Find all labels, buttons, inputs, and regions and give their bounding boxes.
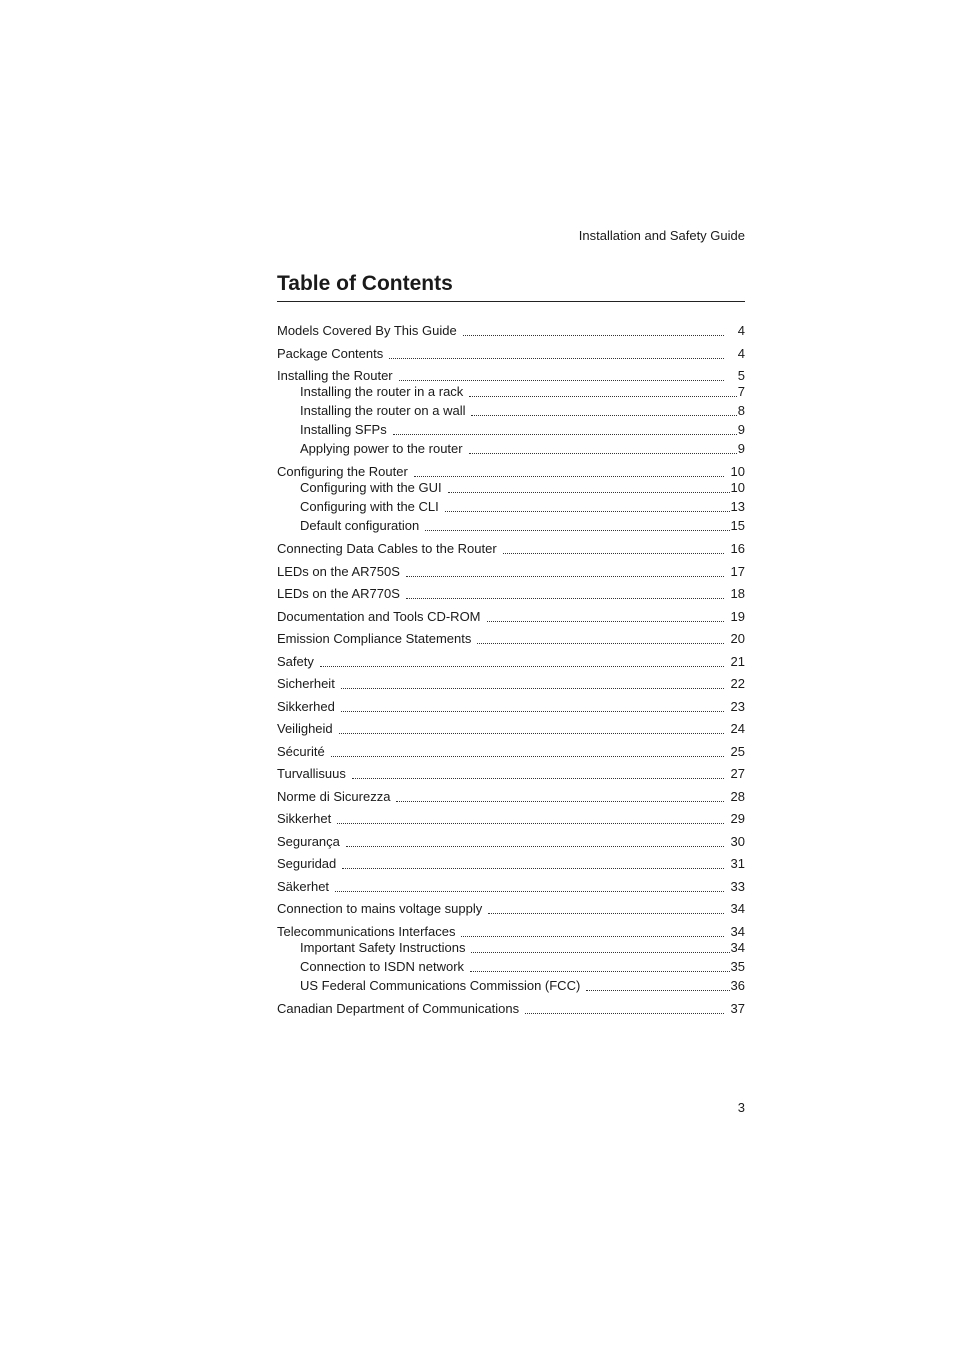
- dot-leader: [341, 698, 724, 712]
- dot-leader: [469, 440, 737, 454]
- toc-entry-label: US Federal Communications Commission (FCC): [300, 977, 581, 993]
- toc-entry-page: 13: [730, 499, 745, 514]
- toc-entry[interactable]: [277, 584, 745, 602]
- toc-subentry[interactable]: [300, 382, 745, 400]
- toc-entry[interactable]: [277, 719, 745, 737]
- toc-entry-page: 34: [730, 923, 745, 939]
- dot-leader: [414, 463, 724, 477]
- toc-entry-page: 18: [730, 586, 745, 601]
- toc-entry[interactable]: [277, 629, 745, 647]
- dot-leader: [406, 563, 724, 577]
- toc-entry-page: 37: [730, 1000, 745, 1016]
- toc-entry-page: 9: [737, 422, 745, 437]
- toc-subentry[interactable]: [300, 938, 745, 956]
- toc-entry-page: 10: [730, 480, 745, 495]
- toc-entry-label: Configuring with the CLI: [300, 499, 439, 514]
- dot-leader: [488, 900, 724, 914]
- toc-subentry[interactable]: [300, 439, 745, 457]
- toc-entry-page: 17: [730, 563, 745, 579]
- toc-entry-page: 4: [737, 345, 745, 361]
- toc-entry-label: Safety: [277, 653, 314, 669]
- dot-leader: [346, 833, 724, 847]
- toc-subentry[interactable]: [300, 478, 745, 496]
- toc-entry-page: 35: [730, 958, 745, 974]
- toc-entry-page: 33: [730, 878, 745, 894]
- dot-leader: [469, 383, 736, 397]
- page-title: Table of Contents: [277, 270, 745, 302]
- toc-subentry[interactable]: [300, 957, 745, 975]
- toc-entry-label: Emission Compliance Statements: [277, 631, 472, 646]
- toc-entry-page: 24: [730, 721, 745, 736]
- toc-entry-label: Sikkerhed: [277, 698, 335, 714]
- dot-leader: [337, 810, 724, 824]
- toc-entry-label: Installing the router on a wall: [300, 403, 466, 418]
- toc-entry[interactable]: [277, 562, 745, 580]
- dot-leader: [470, 958, 730, 972]
- toc-entry[interactable]: [277, 539, 745, 557]
- running-header: Installation and Safety Guide: [578, 228, 745, 243]
- toc-entry-page: 15: [730, 518, 745, 533]
- toc-entry-page: 34: [730, 939, 745, 955]
- toc-entry[interactable]: [277, 854, 745, 872]
- toc-entry-page: 27: [730, 766, 745, 781]
- toc-entry-page: 22: [730, 676, 745, 691]
- toc-entry-page: 5: [737, 368, 745, 383]
- dot-leader: [448, 479, 730, 493]
- dot-leader: [503, 540, 724, 554]
- toc-entry-label: Sécurité: [277, 743, 325, 759]
- toc-entry-label: Default configuration: [300, 518, 420, 533]
- toc-entry[interactable]: [277, 877, 745, 895]
- toc-entry-label: LEDs on the AR770S: [277, 586, 400, 601]
- toc-entry-label: Veiligheid: [277, 721, 333, 736]
- toc-entry[interactable]: [277, 787, 745, 805]
- dot-leader: [477, 630, 724, 644]
- toc-entry-label: Models Covered By This Guide: [277, 323, 457, 338]
- toc-entry[interactable]: [277, 321, 745, 339]
- toc-entry-label: Applying power to the router: [300, 441, 463, 456]
- toc-entry-label: Connection to ISDN network: [300, 958, 465, 974]
- dot-leader: [320, 653, 724, 667]
- toc-entry[interactable]: [277, 344, 745, 362]
- toc-entry-label: Configuring with the GUI: [300, 480, 442, 495]
- dot-leader: [331, 743, 724, 757]
- toc-entry-label: Canadian Department of Communications: [277, 1000, 520, 1016]
- toc-entry[interactable]: [277, 674, 745, 692]
- dot-leader: [393, 421, 737, 435]
- toc-entry-label: Installing the router in a rack: [300, 384, 464, 399]
- toc-entry-page: 4: [737, 323, 745, 338]
- toc-subentry[interactable]: [300, 516, 745, 534]
- toc-entry-label: Sicherheit: [277, 676, 335, 691]
- toc-entry-label: Configuring the Router: [277, 464, 408, 479]
- toc-entry[interactable]: [277, 652, 745, 670]
- toc-entry[interactable]: [277, 899, 745, 917]
- toc-entry[interactable]: [277, 697, 745, 715]
- toc-entry-page: 30: [730, 833, 745, 849]
- dot-leader: [445, 498, 730, 512]
- toc-entry-page: 19: [730, 608, 745, 624]
- toc-entry-label: Norme di Sicurezza: [277, 788, 391, 804]
- dot-leader: [341, 675, 724, 689]
- dot-leader: [352, 765, 724, 779]
- dot-leader: [471, 402, 736, 416]
- toc-entry-label: Important Safety Instructions: [300, 939, 466, 955]
- toc-entry-label: LEDs on the AR750S: [277, 563, 400, 579]
- dot-leader: [335, 878, 724, 892]
- toc-entry-label: Package Contents: [277, 345, 384, 361]
- toc-entry-page: 25: [730, 743, 745, 759]
- toc-subentry[interactable]: [300, 401, 745, 419]
- toc-entry-page: 9: [737, 441, 745, 456]
- dot-leader: [471, 939, 729, 953]
- page-number: 3: [737, 1100, 745, 1115]
- toc-entry-page: 36: [730, 977, 745, 993]
- toc-entry-label: Connecting Data Cables to the Router: [277, 541, 497, 556]
- toc-subentry[interactable]: [300, 497, 745, 515]
- toc-entry-page: 28: [730, 788, 745, 804]
- toc-entry[interactable]: [277, 742, 745, 760]
- dot-leader: [342, 855, 724, 869]
- toc-entry-page: 21: [730, 653, 745, 669]
- dot-leader: [339, 720, 724, 734]
- toc-subentry[interactable]: [300, 420, 745, 438]
- dot-leader: [463, 322, 724, 336]
- toc-entry-label: Segurança: [277, 833, 340, 849]
- toc-entry-label: Connection to mains voltage supply: [277, 901, 483, 916]
- dot-leader: [389, 345, 724, 359]
- toc-entry-page: 8: [737, 403, 745, 418]
- dot-leader: [461, 923, 724, 937]
- toc-entry-label: Turvallisuus: [277, 766, 346, 781]
- toc-entry[interactable]: [277, 764, 745, 782]
- toc-entry-label: Installing SFPs: [300, 422, 387, 437]
- dot-leader: [399, 367, 724, 381]
- toc-entry-page: 10: [730, 464, 745, 479]
- toc-entry-page: 29: [730, 811, 745, 826]
- toc-entry-label: Installing the Router: [277, 368, 393, 383]
- dot-leader: [487, 608, 724, 622]
- toc-entry-page: 31: [730, 856, 745, 871]
- toc-entry-label: Telecommunications Interfaces: [277, 923, 456, 939]
- dot-leader: [425, 517, 729, 531]
- toc-entry-page: 7: [737, 384, 745, 399]
- toc-entry-page: 23: [730, 698, 745, 714]
- toc-entry-label: Documentation and Tools CD-ROM: [277, 608, 481, 624]
- toc-entry[interactable]: [277, 809, 745, 827]
- toc-entry[interactable]: [277, 607, 745, 625]
- dot-leader: [525, 1000, 724, 1014]
- dot-leader: [406, 585, 724, 599]
- toc-entry-label: Säkerhet: [277, 878, 330, 894]
- toc-entry-page: 20: [730, 631, 745, 646]
- toc-entry-page: 34: [730, 901, 745, 916]
- dot-leader: [586, 977, 729, 991]
- toc-entry-label: Seguridad: [277, 856, 337, 871]
- toc-subentry[interactable]: [300, 976, 745, 994]
- toc-entry[interactable]: [277, 999, 745, 1017]
- dot-leader: [396, 788, 724, 802]
- toc-entry-label: Sikkerhet: [277, 811, 332, 826]
- toc-entry-page: 16: [730, 541, 745, 556]
- toc-entry[interactable]: [277, 832, 745, 850]
